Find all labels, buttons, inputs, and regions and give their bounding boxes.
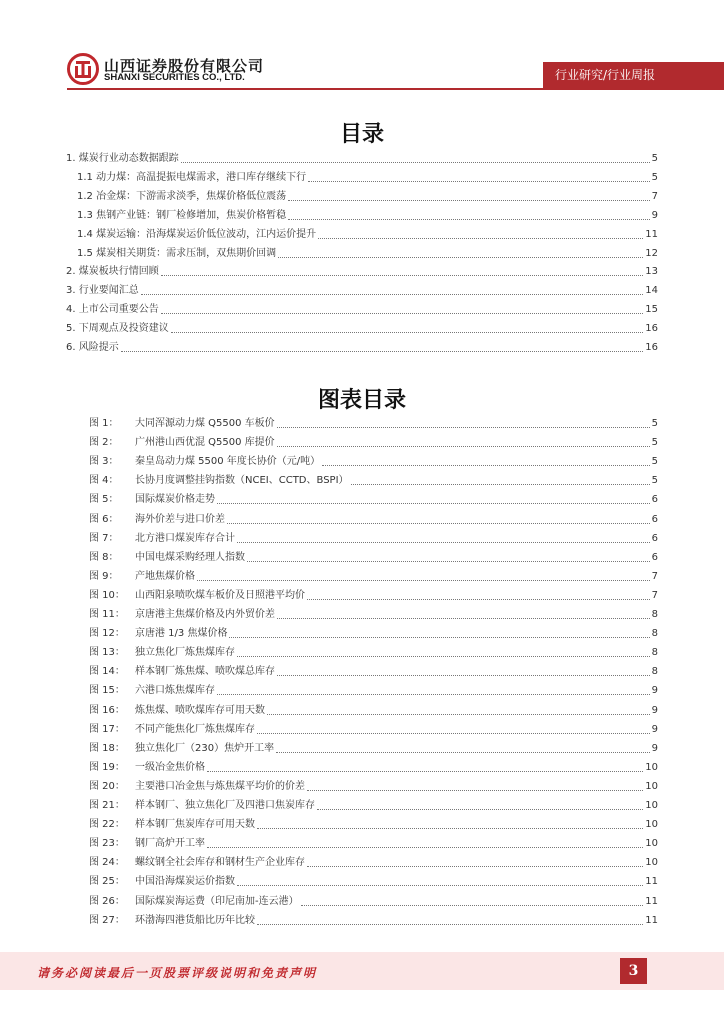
toc-entry[interactable]	[66, 340, 658, 356]
figure-entry[interactable]	[89, 913, 658, 929]
leader-dots	[247, 561, 650, 562]
figure-entry-page: 10	[645, 838, 658, 850]
figure-number: 图 2：	[89, 437, 119, 449]
figure-title: 京唐港 1/3 焦煤价格	[135, 628, 228, 640]
leader-dots	[237, 656, 650, 657]
leader-dots	[351, 484, 650, 485]
figure-number: 图 12：	[89, 628, 125, 640]
figure-entry[interactable]	[89, 798, 658, 814]
leader-dots	[267, 714, 650, 715]
company-logo-icon	[67, 53, 99, 85]
figure-entry[interactable]	[89, 817, 658, 833]
figure-title: 国际煤炭价格走势	[135, 494, 215, 506]
leader-dots	[229, 637, 649, 638]
toc-entry[interactable]	[66, 302, 658, 318]
toc-entry-page: 15	[645, 304, 658, 316]
figure-entry-label	[89, 607, 277, 623]
toc-entry[interactable]	[77, 208, 658, 224]
toc-entry[interactable]	[66, 264, 658, 280]
toc-entry-page: 12	[645, 247, 658, 259]
figure-entry-page: 9	[651, 704, 658, 716]
figure-entry-page: 6	[651, 513, 658, 525]
leader-dots	[288, 219, 650, 220]
figure-list-title: 图表目录	[317, 388, 406, 413]
figure-entry-page: 5	[651, 475, 658, 487]
toc-entry[interactable]	[77, 246, 658, 262]
figure-entry[interactable]	[89, 664, 658, 680]
figure-title: 京唐港主焦煤价格及内外贸价差	[135, 609, 275, 620]
leader-dots	[277, 446, 650, 447]
figure-entry-label	[89, 817, 257, 833]
figure-entry-page: 5	[651, 437, 658, 449]
figure-entry[interactable]	[89, 435, 658, 451]
leader-dots	[301, 905, 644, 906]
figure-entry-page: 8	[651, 609, 658, 620]
figure-title: 中国沿海煤炭运价指数	[135, 876, 235, 888]
leader-dots	[308, 181, 650, 182]
leader-dots	[257, 828, 643, 829]
leader-dots	[237, 885, 643, 886]
figure-entry-label	[89, 473, 351, 489]
figure-title: 样本钢厂、独立焦化厂及四港口焦炭库存	[135, 800, 315, 811]
figure-entry-page: 10	[645, 800, 658, 811]
leader-dots	[207, 847, 643, 848]
figure-title: 独立焦化厂炼焦煤库存	[135, 647, 235, 659]
toc-title: 目录	[339, 122, 384, 147]
leader-dots	[257, 733, 650, 734]
leader-dots	[181, 162, 650, 163]
figure-entry-page: 9	[651, 742, 658, 754]
figure-number: 图 13：	[89, 647, 125, 659]
figure-title: 山西阳泉喷吹煤车板价及日照港平均价	[135, 589, 305, 601]
figure-number: 图 8：	[89, 551, 119, 563]
figure-title: 环渤海四港货船比历年比较	[135, 914, 255, 926]
company-name-cn: 山西证券股份有限公司	[104, 57, 265, 75]
figure-entry-label	[89, 512, 227, 528]
toc-entry-label: 1.4 煤炭运输：沿海煤炭运价低位波动，江内运价提升	[77, 228, 317, 240]
header-divider	[67, 88, 724, 90]
toc-entry-page: 9	[651, 209, 658, 221]
figure-title: 海外价差与进口价差	[135, 513, 225, 525]
toc-entry-label: 2. 煤炭板块行情回顾	[66, 266, 159, 278]
toc-entry-page: 5	[651, 153, 658, 164]
figure-entry-page: 10	[645, 761, 658, 773]
toc-entry-page: 14	[645, 285, 658, 297]
disclaimer-notice: 请务必阅读最后一页股票评级说明和免责声明	[37, 966, 318, 980]
leader-dots	[288, 200, 650, 201]
figure-entry[interactable]	[89, 894, 658, 910]
figure-entry-page: 7	[651, 570, 658, 582]
figure-title: 北方港口煤炭库存合计	[135, 532, 235, 544]
figure-title: 不同产能焦化厂炼焦煤库存	[135, 723, 255, 735]
leader-dots	[161, 275, 644, 276]
figure-entry[interactable]	[89, 492, 658, 508]
toc-entry[interactable]	[77, 227, 658, 243]
figure-number: 图 17：	[89, 723, 125, 735]
figure-entry-page: 8	[651, 647, 658, 659]
toc-entry[interactable]	[66, 321, 658, 337]
toc-entry[interactable]	[77, 170, 658, 186]
figure-entry[interactable]	[89, 416, 658, 432]
figure-entry-page: 5	[651, 418, 658, 429]
figure-entry-page: 8	[651, 666, 658, 678]
toc-entry-label: 1.5 煤炭相关期货：需求压制，双焦期价回调	[77, 247, 277, 259]
figure-entry-page: 10	[645, 819, 658, 831]
leader-dots	[318, 238, 643, 239]
figure-title: 一级冶金焦价格	[135, 761, 205, 773]
figure-title: 钢厂高炉开工率	[135, 838, 205, 850]
figure-entry-label	[89, 626, 229, 642]
figure-title: 国际煤炭海运费（印尼南加-连云港）	[135, 895, 299, 907]
toc-entry-page: 16	[645, 342, 658, 353]
figure-entry[interactable]	[89, 703, 658, 719]
leader-dots	[307, 790, 643, 791]
figure-title: 样本钢厂炼焦煤、喷吹煤总库存	[135, 666, 275, 678]
figure-entry-label	[89, 894, 301, 910]
figure-entry-label	[89, 703, 267, 719]
toc-entry-label: 1.2 冶金煤：下游需求淡季，焦煤价格低位震荡	[77, 190, 287, 202]
toc-entry-page: 7	[651, 190, 658, 202]
leader-dots	[278, 257, 643, 258]
company-name-en: SHANXI SECURITIES CO., LTD.	[104, 72, 245, 83]
figure-number: 图 27：	[89, 914, 125, 926]
figure-entry[interactable]	[89, 454, 658, 470]
figure-entry[interactable]	[89, 836, 658, 852]
leader-dots	[161, 313, 644, 314]
figure-number: 图 9：	[89, 570, 119, 582]
figure-entry[interactable]	[89, 607, 658, 623]
figure-title: 产地焦煤价格	[135, 570, 195, 582]
toc-entry-label: 1.1 动力煤：高温提振电煤需求，港口库存继续下行	[77, 171, 307, 183]
toc-entry-label: 6. 风险提示	[66, 342, 119, 353]
figure-entry-page: 9	[651, 685, 658, 697]
figure-title: 样本钢厂焦炭库存可用天数	[135, 819, 255, 831]
figure-entry[interactable]	[89, 569, 658, 585]
figure-entry-page: 10	[645, 857, 658, 869]
figure-number: 图 21：	[89, 800, 125, 811]
page-number: 3	[620, 958, 647, 984]
figure-entry[interactable]	[89, 741, 658, 757]
leader-dots	[197, 580, 650, 581]
figure-number: 图 4：	[89, 475, 119, 487]
figure-title: 炼焦煤、喷吹煤库存可用天数	[135, 704, 265, 716]
figure-entry-page: 6	[651, 532, 658, 544]
figure-number: 图 23：	[89, 838, 125, 850]
toc-entry-label: 1.3 焦钢产业链：钢厂检修增加，焦炭价格暂稳	[77, 209, 287, 221]
figure-entry-label	[89, 836, 207, 852]
page-header	[0, 0, 724, 100]
figure-entry-page: 8	[651, 628, 658, 640]
figure-number: 图 18：	[89, 742, 125, 754]
figure-number: 图 25：	[89, 876, 125, 888]
figure-entry-label	[89, 779, 307, 795]
figure-entry-page: 11	[645, 895, 658, 907]
figure-entry-label	[89, 760, 207, 776]
leader-dots	[141, 294, 644, 295]
figure-entry[interactable]	[89, 683, 658, 699]
figure-entry[interactable]	[89, 779, 658, 795]
figure-title: 广州港山西优混 Q5500 库提价	[135, 437, 275, 449]
figure-title: 螺纹钢全社会库存和钢材生产企业库存	[135, 857, 305, 869]
figure-number: 图 16：	[89, 704, 125, 716]
leader-dots	[207, 771, 643, 772]
figure-title: 中国电煤采购经理人指数	[135, 551, 245, 563]
figure-number: 图 3：	[89, 456, 119, 468]
figure-number: 图 14：	[89, 666, 125, 678]
figure-title: 长协月度调整挂钩指数（NCEI、CCTD、BSPI）	[135, 475, 349, 487]
figure-entry-page: 10	[645, 780, 658, 792]
figure-entry-label	[89, 913, 257, 929]
toc-entry-page: 11	[645, 228, 658, 240]
figure-number: 图 26：	[89, 895, 125, 907]
leader-dots	[277, 675, 650, 676]
figure-entry[interactable]	[89, 550, 658, 566]
toc-entry-page: 13	[645, 266, 658, 278]
leader-dots	[307, 866, 643, 867]
figure-entry-label	[89, 645, 237, 661]
figure-number: 图 5：	[89, 494, 119, 506]
figure-entry-label	[89, 416, 277, 432]
figure-title: 秦皇岛动力煤 5500 年度长协价（元/吨）	[135, 456, 321, 468]
figure-entry[interactable]	[89, 512, 658, 528]
figure-entry-label	[89, 722, 257, 738]
leader-dots	[171, 332, 644, 333]
figure-number: 图 1：	[89, 418, 119, 429]
leader-dots	[257, 924, 643, 925]
figure-title: 独立焦化厂（230）焦炉开工率	[135, 742, 275, 754]
toc-entry-label: 1. 煤炭行业动态数据跟踪	[66, 153, 179, 164]
leader-dots	[276, 752, 650, 753]
figure-entry-page: 6	[651, 494, 658, 506]
leader-dots	[277, 427, 650, 428]
figure-entry-label	[89, 569, 197, 585]
figure-entry-label	[89, 741, 276, 757]
figure-number: 图 15：	[89, 685, 125, 697]
leader-dots	[227, 523, 650, 524]
figure-number: 图 11：	[89, 609, 125, 620]
leader-dots	[121, 351, 644, 352]
figure-entry-label	[89, 531, 237, 547]
figure-entry-page: 5	[651, 456, 658, 468]
toc-entry-page: 16	[645, 323, 658, 335]
figure-entry-label	[89, 588, 307, 604]
figure-entry-page: 6	[651, 551, 658, 563]
leader-dots	[217, 503, 650, 504]
figure-title: 大同浑源动力煤 Q5500 车板价	[135, 418, 275, 429]
figure-entry-label	[89, 874, 237, 890]
figure-entry[interactable]	[89, 645, 658, 661]
figure-entry[interactable]	[89, 855, 658, 871]
figure-entry[interactable]	[89, 588, 658, 604]
figure-number: 图 10：	[89, 589, 125, 601]
figure-entry-page: 11	[645, 914, 658, 926]
leader-dots	[307, 599, 650, 600]
toc-entry-label: 5. 下周观点及投资建议	[66, 323, 169, 335]
figure-entry-label	[89, 855, 307, 871]
figure-entry-label	[89, 798, 317, 814]
figure-title: 六港口炼焦煤库存	[135, 685, 215, 697]
leader-dots	[322, 465, 649, 466]
figure-number: 图 19：	[89, 761, 125, 773]
figure-entry-label	[89, 454, 322, 470]
figure-number: 图 7：	[89, 532, 119, 544]
figure-entry-label	[89, 435, 277, 451]
figure-entry[interactable]	[89, 722, 658, 738]
figure-title: 主要港口冶金焦与炼焦煤平均价的价差	[135, 780, 305, 792]
toc-entry[interactable]	[66, 151, 658, 167]
toc-entry-page: 5	[651, 171, 658, 183]
figure-number: 图 22：	[89, 819, 125, 831]
figure-entry[interactable]	[89, 874, 658, 890]
figure-entry[interactable]	[89, 531, 658, 547]
figure-entry-page: 9	[651, 723, 658, 735]
toc-entry-label: 3. 行业要闻汇总	[66, 285, 139, 297]
figure-entry-label	[89, 664, 277, 680]
figure-entry-label	[89, 683, 217, 699]
toc-entry[interactable]	[77, 189, 658, 205]
leader-dots	[237, 542, 650, 543]
report-category-tag: 行业研究/行业周报	[543, 62, 724, 88]
figure-number: 图 20：	[89, 780, 125, 792]
figure-entry-page: 7	[651, 589, 658, 601]
figure-entry[interactable]	[89, 473, 658, 489]
leader-dots	[317, 809, 643, 810]
toc-entry-label: 4. 上市公司重要公告	[66, 304, 159, 316]
figure-number: 图 24：	[89, 857, 125, 869]
figure-entry-label	[89, 492, 217, 508]
figure-number: 图 6：	[89, 513, 119, 525]
figure-entry[interactable]	[89, 626, 658, 642]
leader-dots	[217, 694, 650, 695]
figure-entry-label	[89, 550, 247, 566]
figure-entry[interactable]	[89, 760, 658, 776]
figure-entry-page: 11	[645, 876, 658, 888]
toc-entry[interactable]	[66, 283, 658, 299]
leader-dots	[277, 618, 650, 619]
